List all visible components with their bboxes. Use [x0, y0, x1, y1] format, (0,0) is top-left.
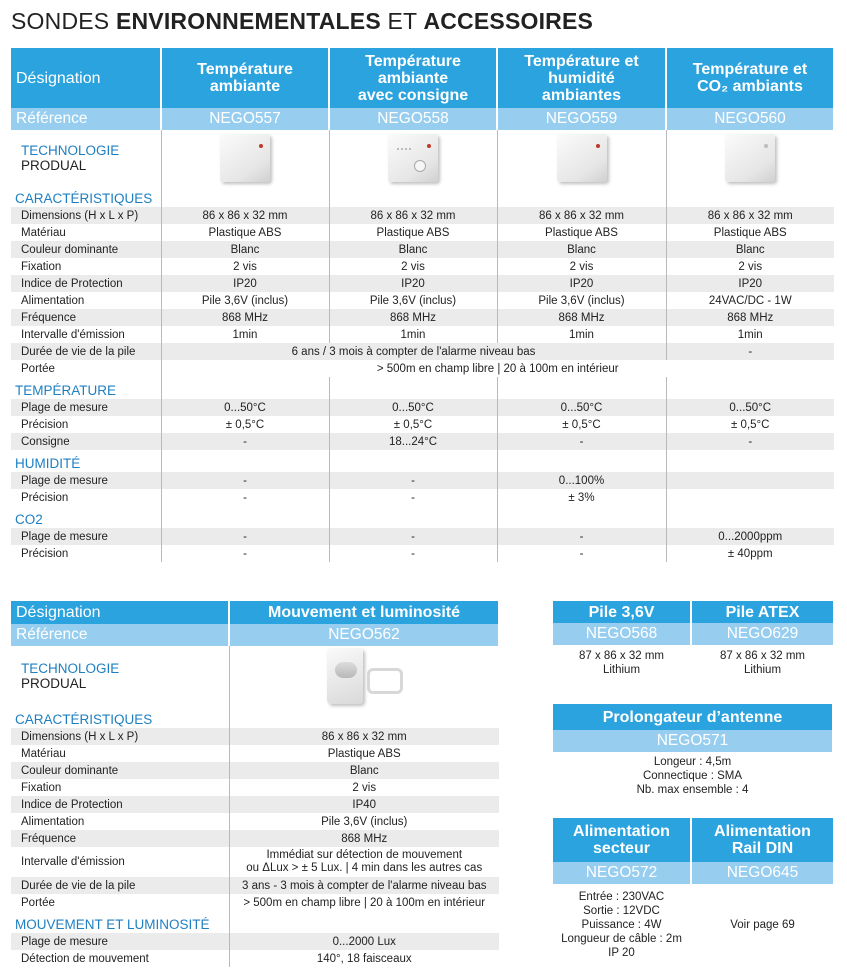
- section-spacer: [666, 450, 834, 472]
- spec-row: [11, 433, 834, 450]
- section-spacer: [329, 377, 497, 399]
- spec-label: Plage de mesure: [11, 399, 161, 416]
- spec-value: ± 0,5°C: [497, 416, 666, 433]
- section-spacer: [497, 506, 666, 528]
- technology-row: [11, 130, 834, 185]
- spec-row: [11, 528, 834, 545]
- spec-label: Détection de mouvement: [21, 952, 149, 965]
- spec-value: Pile 3,6V (inclus): [497, 292, 666, 309]
- spec-row: [11, 847, 499, 877]
- spec-value: ± 0,5°C: [666, 416, 834, 433]
- designation-row: [11, 48, 834, 108]
- reference-row: [11, 108, 834, 130]
- spec-value: 868 MHz: [329, 309, 497, 326]
- power-supply-name: Alimentation Rail DIN: [691, 818, 834, 862]
- section-title: HUMIDITÉ: [15, 455, 81, 471]
- section-header: [11, 185, 834, 207]
- technology-row: [11, 646, 499, 706]
- spec-value: 2 vis: [497, 258, 666, 275]
- spec-row: [11, 545, 834, 562]
- spec-label: Fixation: [21, 260, 62, 273]
- section-spacer: [329, 450, 497, 472]
- spec-label: Alimentation: [21, 294, 85, 307]
- spec-row: [11, 224, 834, 241]
- spec-label: Matériau: [21, 226, 66, 239]
- product-name: Température et CO₂ ambiants: [666, 48, 834, 108]
- spec-value: -: [329, 472, 497, 489]
- product-reference: NEGO559: [497, 108, 666, 130]
- power-supply-reference: NEGO645: [691, 862, 834, 884]
- spec-value: > 500m en champ libre | 20 à 100m en intérieur: [229, 894, 499, 911]
- spec-row: [11, 779, 499, 796]
- product-reference: NEGO557: [161, 108, 329, 130]
- designation-row: [11, 601, 499, 624]
- spec-value: 2 vis: [229, 779, 499, 796]
- spec-row: [11, 258, 834, 275]
- product-reference: NEGO562: [229, 624, 499, 646]
- spec-value: 1min: [161, 326, 329, 343]
- spec-value: Immédiat sur détection de mouvement ou ΔLux > ± 5 Lux. | 4 min dans les autres cas: [229, 847, 499, 877]
- product-image: [161, 130, 329, 185]
- spec-label: Précision: [21, 491, 69, 504]
- spec-value: ± 40ppm: [666, 545, 834, 562]
- spec-value: [666, 489, 834, 506]
- spec-label: Indice de Protection: [11, 796, 229, 813]
- spec-value: 868 MHz: [497, 309, 666, 326]
- spec-value: -: [161, 472, 329, 489]
- spec-value: 0...50°C: [161, 399, 329, 416]
- antenna-box: [553, 704, 834, 800]
- spec-value: ± 0,5°C: [161, 416, 329, 433]
- power-supply-name: Alimentation secteur: [553, 818, 691, 862]
- product-image: [666, 130, 834, 185]
- spec-row: [11, 877, 499, 894]
- spec-row: [11, 762, 499, 779]
- battery-name: Pile ATEX: [691, 601, 834, 623]
- spec-value: Plastique ABS: [229, 745, 499, 762]
- spec-value: 868 MHz: [161, 309, 329, 326]
- product-reference: NEGO558: [329, 108, 497, 130]
- spec-row: [11, 933, 499, 950]
- spec-label: Indice de Protection: [11, 275, 161, 292]
- spec-value: -: [497, 528, 666, 545]
- spec-value: -: [666, 433, 834, 450]
- section-spacer: [161, 185, 329, 207]
- spec-value: -: [329, 489, 497, 506]
- spec-value: Blanc: [161, 241, 329, 258]
- spec-label: Portée: [21, 362, 55, 375]
- section-spacer: [329, 185, 497, 207]
- product-image: [229, 646, 499, 706]
- product-name: Mouvement et luminosité: [229, 601, 499, 624]
- spec-value: 86 x 86 x 32 mm: [329, 207, 497, 224]
- section-title: CO2: [15, 511, 43, 527]
- section-header: [11, 706, 499, 728]
- spec-value: Blanc: [666, 241, 834, 258]
- spec-label: Intervalle d'émission: [21, 856, 125, 868]
- spec-row: [11, 241, 834, 258]
- spec-value: 0...50°C: [497, 399, 666, 416]
- section-spacer: [329, 506, 497, 528]
- spec-value: 86 x 86 x 32 mm: [229, 728, 499, 745]
- co2-sensor-icon: [725, 134, 775, 182]
- spec-label: Dimensions (H x L x P): [11, 207, 161, 224]
- product-name: Température ambiante: [161, 48, 329, 108]
- spec-row: [11, 416, 834, 433]
- spec-row: [11, 830, 499, 847]
- spec-value: ± 3%: [497, 489, 666, 506]
- spec-label: Plage de mesure: [11, 528, 161, 545]
- spec-value: 2 vis: [666, 258, 834, 275]
- reference-row: [11, 624, 499, 646]
- section-header: [11, 377, 834, 399]
- product-name: Température et humidité ambiantes: [497, 48, 666, 108]
- spec-value: 2 vis: [161, 258, 329, 275]
- spec-value: IP20: [329, 275, 497, 292]
- antenna-specs: Longeur : 4,5m Connectique : SMA Nb. max ensemble : 4: [553, 752, 833, 800]
- power-supply-specs: Voir page 69: [691, 884, 834, 966]
- spec-value: Blanc: [497, 241, 666, 258]
- page-title: SONDES ENVIRONNEMENTALES ET ACCESSOIRES: [11, 8, 594, 34]
- antenna-reference: NEGO571: [553, 730, 833, 752]
- thermostat-sensor-icon: [220, 134, 270, 182]
- spec-value: -: [329, 528, 497, 545]
- spec-value: Pile 3,6V (inclus): [161, 292, 329, 309]
- product-image: [497, 130, 666, 185]
- spec-value: Plastique ABS: [329, 224, 497, 241]
- spec-label: Plage de mesure: [11, 472, 161, 489]
- spec-value: 3 ans - 3 mois à compter de l'alarme niveau bas: [229, 877, 499, 894]
- section-spacer: [161, 450, 329, 472]
- spec-row: [11, 326, 834, 343]
- reference-label: Référence: [11, 108, 161, 130]
- section-title: TEMPÉRATURE: [15, 382, 117, 398]
- motion-detector-icon: [319, 646, 409, 706]
- spec-row: [11, 343, 834, 360]
- spec-value: -: [161, 545, 329, 562]
- product-image: [329, 130, 497, 185]
- spec-value: IP40: [229, 796, 499, 813]
- spec-row: [11, 728, 499, 745]
- spec-value: IP20: [161, 275, 329, 292]
- spec-value: IP20: [666, 275, 834, 292]
- spec-label: Alimentation: [21, 815, 85, 828]
- spec-value: Plastique ABS: [666, 224, 834, 241]
- section-spacer: [666, 377, 834, 399]
- spec-value: 0...50°C: [666, 399, 834, 416]
- technology-label: TECHNOLOGIE PRODUAL: [21, 661, 120, 691]
- section-spacer: [497, 450, 666, 472]
- spec-label: Fixation: [21, 781, 62, 794]
- spec-value: 140°, 18 faisceaux: [229, 950, 499, 967]
- spec-value: 24VAC/DC - 1W: [666, 292, 834, 309]
- spec-value: [666, 472, 834, 489]
- reference-label: Référence: [11, 624, 229, 646]
- power-supply-box: [553, 818, 835, 966]
- spec-value: 868 MHz: [229, 830, 499, 847]
- spec-value: Plastique ABS: [497, 224, 666, 241]
- section-header: [11, 506, 834, 528]
- spec-label: Couleur dominante: [11, 241, 161, 258]
- battery-reference: NEGO568: [553, 623, 691, 645]
- section-spacer: [229, 706, 499, 728]
- spec-label: Portée: [21, 896, 55, 909]
- section-spacer: [666, 185, 834, 207]
- battery-specs: 87 x 86 x 32 mm Lithium: [553, 645, 691, 681]
- section-spacer: [497, 185, 666, 207]
- spec-row: [11, 275, 834, 292]
- section-spacer: [497, 377, 666, 399]
- spec-label: Intervalle d'émission: [21, 328, 125, 341]
- spec-value: 6 ans / 3 mois à compter de l'alarme niveau bas: [161, 343, 666, 360]
- section-title: CARACTÉRISTIQUES: [15, 711, 153, 727]
- spec-row: [11, 360, 834, 377]
- section-spacer: [161, 377, 329, 399]
- spec-value: Pile 3,6V (inclus): [329, 292, 497, 309]
- spec-row: [11, 745, 499, 762]
- spec-row: [11, 399, 834, 416]
- battery-name: Pile 3,6V: [553, 601, 691, 623]
- spec-value: -: [497, 545, 666, 562]
- spec-row: [11, 472, 834, 489]
- spec-row: [11, 309, 834, 326]
- humidity-sensor-icon: [557, 134, 607, 182]
- spec-value: 18...24°C: [329, 433, 497, 450]
- spec-label: Précision: [21, 418, 69, 431]
- spec-label: Fréquence: [11, 309, 161, 326]
- spec-label: Consigne: [11, 433, 161, 450]
- spec-value: 0...2000 Lux: [229, 933, 499, 950]
- spec-row: [11, 292, 834, 309]
- spec-label: Matériau: [21, 747, 66, 760]
- spec-label: Plage de mesure: [11, 933, 229, 950]
- environmental-sensors-table: [11, 48, 835, 562]
- section-title: CARACTÉRISTIQUES: [15, 190, 153, 206]
- spec-value: 86 x 86 x 32 mm: [161, 207, 329, 224]
- spec-row: [11, 813, 499, 830]
- thermostat-setpoint-icon: [388, 134, 438, 182]
- spec-value: -: [666, 343, 834, 360]
- spec-value: 0...2000ppm: [666, 528, 834, 545]
- antenna-name: Prolongateur d’antenne: [553, 704, 833, 730]
- section-spacer: [229, 911, 499, 933]
- technology-label: TECHNOLOGIE PRODUAL: [21, 142, 120, 173]
- power-supply-reference: NEGO572: [553, 862, 691, 884]
- spec-value: Pile 3,6V (inclus): [229, 813, 499, 830]
- spec-value: -: [161, 433, 329, 450]
- spec-value: ± 0,5°C: [329, 416, 497, 433]
- section-title: MOUVEMENT ET LUMINOSITÉ: [15, 916, 210, 932]
- spec-value: 1min: [329, 326, 497, 343]
- spec-label: Fréquence: [11, 830, 229, 847]
- spec-value: > 500m en champ libre | 20 à 100m en intérieur: [161, 360, 834, 377]
- spec-row: [11, 489, 834, 506]
- spec-label: Précision: [21, 547, 69, 560]
- spec-value: -: [161, 489, 329, 506]
- spec-value: Plastique ABS: [161, 224, 329, 241]
- product-name: Température ambiante avec consigne: [329, 48, 497, 108]
- section-header: [11, 450, 834, 472]
- spec-value: 1min: [497, 326, 666, 343]
- designation-label: Désignation: [11, 601, 229, 624]
- battery-specs: 87 x 86 x 32 mm Lithium: [691, 645, 834, 681]
- section-header: [11, 911, 499, 933]
- spec-row: [11, 894, 499, 911]
- spec-value: -: [497, 433, 666, 450]
- section-spacer: [161, 506, 329, 528]
- designation-label: Désignation: [11, 48, 161, 108]
- spec-row: [11, 950, 499, 967]
- power-supply-specs: Entrée : 230VAC Sortie : 12VDC Puissance : 4W Longueur de câble : 2m IP 20: [553, 884, 691, 966]
- spec-value: -: [161, 528, 329, 545]
- motion-sensor-table: [11, 601, 500, 967]
- battery-box: [553, 601, 835, 681]
- spec-value: 2 vis: [329, 258, 497, 275]
- spec-value: Blanc: [229, 762, 499, 779]
- battery-reference: NEGO629: [691, 623, 834, 645]
- spec-value: 0...100%: [497, 472, 666, 489]
- spec-label: Durée de vie de la pile: [11, 343, 161, 360]
- section-spacer: [666, 506, 834, 528]
- product-reference: NEGO560: [666, 108, 834, 130]
- spec-label: Dimensions (H x L x P): [11, 728, 229, 745]
- spec-value: IP20: [497, 275, 666, 292]
- spec-label: Couleur dominante: [11, 762, 229, 779]
- spec-value: 1min: [666, 326, 834, 343]
- spec-value: 0...50°C: [329, 399, 497, 416]
- spec-row: [11, 796, 499, 813]
- spec-value: 86 x 86 x 32 mm: [497, 207, 666, 224]
- spec-row: [11, 207, 834, 224]
- spec-value: 86 x 86 x 32 mm: [666, 207, 834, 224]
- spec-value: 868 MHz: [666, 309, 834, 326]
- spec-label: Durée de vie de la pile: [11, 877, 229, 894]
- spec-value: -: [329, 545, 497, 562]
- spec-value: Blanc: [329, 241, 497, 258]
